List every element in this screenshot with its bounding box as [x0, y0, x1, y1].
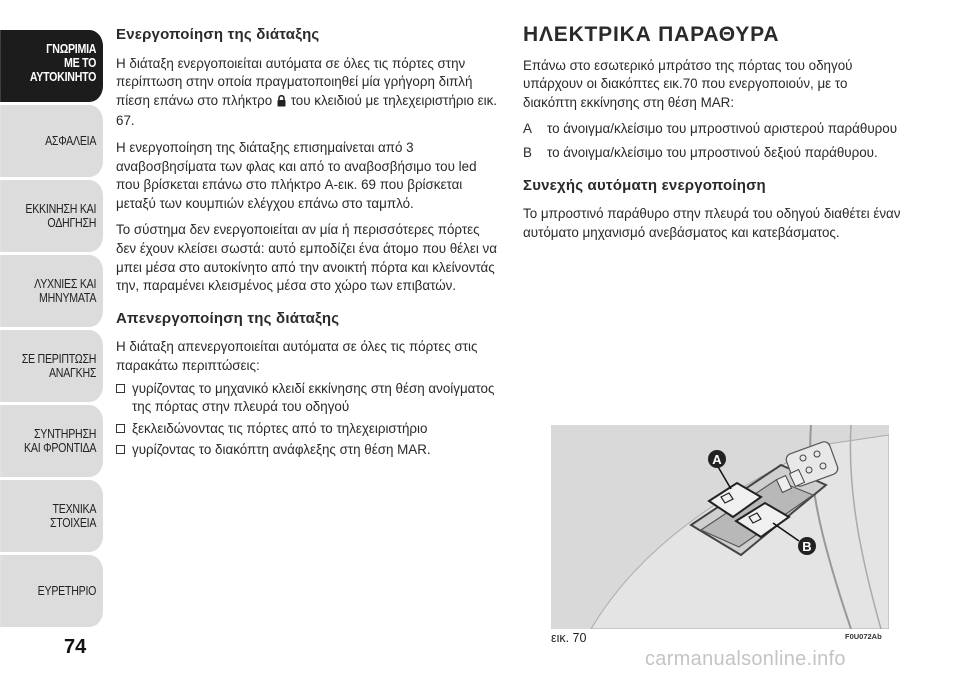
figure-caption: εικ. 70 [551, 631, 587, 645]
figure-code: F0U072Ab [845, 632, 882, 641]
switch-list [523, 120, 903, 162]
tab-label: ΣΕ ΠΕΡΙΠΤΩΣΗ ΑΝΑΓΚΗΣ [21, 352, 97, 380]
checkbox-bullet-icon [116, 445, 125, 454]
paragraph [116, 55, 498, 131]
item-text: το άνοιγμα/κλείσιμο του μπροστινού αριστερού παράθυρου [547, 121, 898, 137]
paragraph-text: Η διάταξη ενεργοποιείται αυτόματα σε όλες τις πόρτες στην περίπτωση στην οποία πραγματοποιηθεί μία γρήγορη διπλή πίεση επάνω στο πλήκτρο [116, 55, 473, 108]
list-item-text: ξεκλειδώνοντας τις πόρτες από το τηλεχειριστήριο [132, 420, 428, 436]
tab-label: ΛΥΧΝΙΕΣ ΚΑΙ ΜΗΝΥΜΑΤΑ [34, 277, 97, 305]
paragraph: Η διάταξη απενεργοποιείται αυτόματα σε όλες τις πόρτες στις παρακάτω περιπτώσεις: [116, 339, 478, 373]
paragraph: Το μπροστινό παράθυρο στην πλευρά του οδηγού διαθέτει έναν αυτόματο μηχανισμό ανεβάσματος και κατεβάσματος. [523, 206, 901, 240]
tab-getting-to-know-car[interactable] [0, 30, 103, 102]
left-column [116, 26, 498, 463]
list-item-text: γυρίζοντας το μηχανικό κλειδί εκκίνησης στη θέση ανοίγματος της πόρτας στην πλευρά του οδηγού [132, 380, 495, 415]
right-column [523, 23, 903, 250]
window-switch-illustration [551, 425, 889, 629]
list-item [116, 441, 498, 460]
paragraph: Η ενεργοποίηση της διάταξης επισημαίνεται από 3 αναβοσβησίματα των φλας και από το αναβοσβήσιμο του led που βρίσκεται επάνω στο πλήκτρο A-εικ. 69 που βρίσκεται μεταξύ των κουμπιών ελέγχου επάνω στο ταμπλό. [116, 139, 477, 211]
checkbox-bullet-icon [116, 424, 125, 433]
watermark: carmanualsonline.info [645, 648, 846, 670]
chapter-sidebar [0, 30, 103, 630]
list-item [523, 144, 903, 163]
tab-maintenance[interactable] [0, 405, 103, 477]
list-item-text: γυρίζοντας το διακόπτη ανάφλεξης στη θέση MAR. [132, 442, 431, 458]
item-key: B [523, 144, 532, 160]
callout-a-label: A [712, 452, 722, 467]
list-item [523, 120, 903, 139]
list-item [116, 420, 498, 439]
tab-lights-messages[interactable] [0, 255, 103, 327]
tab-label: ΓΝΩΡΙΜΙΑ ΜΕ ΤΟ ΑΥΤΟΚΙΝΗΤΟ [29, 42, 97, 84]
tab-label: ΑΣΦΑΛΕΙΑ [45, 134, 97, 148]
item-key: A [523, 121, 532, 137]
tab-label: ΣΥΝΤΗΡΗΣΗ ΚΑΙ ΦΡΟΝΤΙΔΑ [24, 427, 97, 455]
paragraph-text: του κλειδιού με τηλεχειριστήριο εικ. 67. [116, 92, 498, 129]
section-heading-deactivation: Απενεργοποίηση της διάταξης [116, 309, 340, 327]
bullet-list [116, 380, 498, 460]
item-text: το άνοιγμα/κλείσιμο του μπροστινού δεξιού παράθυρου. [547, 144, 878, 160]
list-item [116, 380, 498, 417]
section-heading-continuous: Συνεχής αυτόματη ενεργοποίηση [523, 176, 766, 194]
page-title: ΗΛΕΚΤΡΙΚΑ ΠΑΡΑΘΥΡΑ [523, 23, 780, 46]
callout-b-label: B [802, 539, 812, 554]
paragraph: Το σύστημα δεν ενεργοποιείται αν μία ή περισσότερες πόρτες δεν έχουν κλείσει σωστά: αυτό εμποδίζει ένα άτομο που θέλει να μπει μέσα στο αυτοκίνητο από την ανοικτή πόρτα και κλείνοντάς την, παραμένει κλεισμένος μέσα στο χώρο των επιβατών. [116, 222, 497, 294]
tab-starting-driving[interactable] [0, 180, 103, 252]
lock-icon [277, 94, 286, 113]
tab-technical-data[interactable] [0, 480, 103, 552]
tab-label: ΤΕΧΝΙΚΑ ΣΤΟΙΧΕΙΑ [49, 502, 97, 530]
tab-label: ΕΚΚΙΝΗΣΗ ΚΑΙ ΟΔΗΓΗΣΗ [25, 202, 97, 230]
section-heading-activation: Ενεργοποίηση της διάταξης [116, 26, 320, 43]
tab-index[interactable] [0, 555, 103, 627]
door-armrest-drawing [551, 425, 889, 629]
page-number: 74 [64, 636, 87, 658]
tab-emergency[interactable] [0, 330, 103, 402]
tab-safety[interactable] [0, 105, 103, 177]
paragraph: Επάνω στο εσωτερικό μπράτσο της πόρτας του οδηγού υπάρχουν οι διακόπτες εικ.70 που ενεργοποιούν, με το διακόπτη εκκίνησης στη θέση MAR: [523, 57, 853, 110]
tab-label: ΕΥΡΕΤΗΡΙΟ [37, 584, 97, 598]
checkbox-bullet-icon [116, 384, 125, 393]
